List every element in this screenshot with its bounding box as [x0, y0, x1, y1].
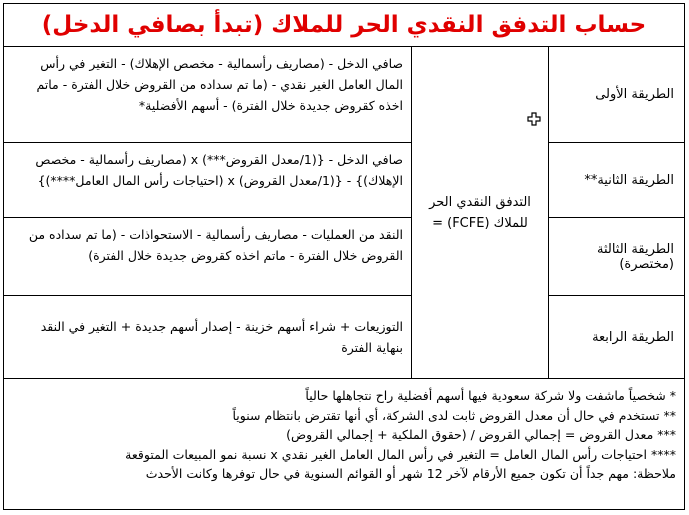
- method-label-2: الطريقة الثانية**: [549, 143, 684, 218]
- method-label-1: الطريقة الأولى: [549, 47, 684, 143]
- notes-section: [4, 378, 684, 509]
- method-label-3: الطريقة الثالثة (مختصرة): [549, 218, 684, 296]
- document-table: [3, 3, 685, 510]
- note-5: ملاحظة: مهم جداً أن تكون جميع الأرقام لآخر 12 شهر أو القوائم السنوية في حال توفرها وكانت الأحدث: [145, 466, 676, 481]
- methods-column: [548, 47, 684, 378]
- page-title: حساب التدفق النقدي الحر للملاك (تبدأ بصافي الدخل): [4, 4, 684, 47]
- fcfe-cell: [411, 47, 548, 378]
- note-1: * شخصياً ماشفت ولا شركة سعودية فيها أسهم أفضلية راح نتجاهلها حالياً: [305, 388, 676, 403]
- note-2: ** تستخدم في حال أن معدل القروض ثابت لدى الشركة، أي أنها تقترض بانتظام سنوياً: [232, 407, 676, 423]
- formula-3: النقد من العمليات - مصاريف رأسمالية - الاستحواذات - (ما تم سداده من القروض خلال الفترة - ماتم اخذه كقروض جديدة خلال الفترة): [4, 218, 411, 296]
- formulas-column: [4, 47, 411, 378]
- formula-1: صافي الدخل - (مصاريف رأسمالية - مخصص الإهلاك) - التغير في رأس المال العامل الغير نقدي - (ما تم سداده من القروض خلال الفترة - ماتم اخذه كقروض جديدة خلال الفترة) - أسهم الأفضلية*: [4, 47, 411, 143]
- method-label-4: الطريقة الرابعة: [592, 329, 674, 345]
- fcfe-label: التدفق النقدي الحر للملاك (FCFE) =: [429, 194, 531, 231]
- formula-2: صافي الدخل - {(1/معدل القروض***) x (مصاريف رأسمالية - مخصص الإهلاك)} - {(1/معدل القروض) x (احتياجات رأس المال العامل****)}: [4, 143, 411, 218]
- move-cursor-icon: [527, 111, 541, 125]
- methods-grid: [4, 47, 684, 378]
- note-4: **** احتياجات رأس المال العامل = التغير في رأس المال العامل الغير نقدي x نسبة نمو المبيعات المتوقعة: [125, 446, 676, 462]
- formula-4: التوزيعات + شراء أسهم خزينة - إصدار أسهم جديدة + التغير في النقد بنهاية الفترة: [40, 319, 403, 355]
- note-3: *** معدل القروض = إجمالي القروض / (حقوق الملكية + إجمالي القروض): [286, 427, 676, 442]
